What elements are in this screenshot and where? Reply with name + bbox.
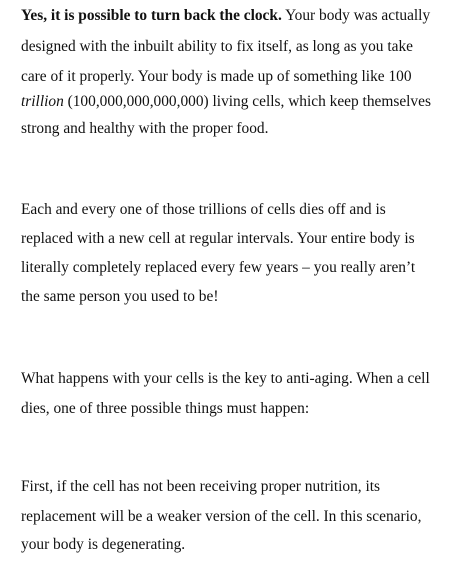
text-line: What happens with your cells is the key to anti-aging. When a cell <box>21 370 430 387</box>
line-text: Your body was actually <box>281 7 431 24</box>
line-text: (100,000,000,000,000) living cells, which keep themselves <box>63 93 431 110</box>
text-line: First, if the cell has not been receiving proper nutrition, its <box>21 478 381 495</box>
text-line: replaced with a new cell at regular intervals. Your entire body is <box>21 230 415 247</box>
bold-lead: Yes, it is possible to turn back the clock. <box>21 7 282 24</box>
italic-lead: trillion <box>21 93 64 110</box>
text-line: the same person you used to be! <box>21 288 219 305</box>
text-line <box>21 6 430 26</box>
text-line: dies, one of three possible things must happen: <box>21 400 310 417</box>
text-line: care of it properly. Your body is made up of something like 100 <box>21 68 412 85</box>
text-line: strong and healthy with the proper food. <box>21 120 269 137</box>
text-line <box>21 92 431 112</box>
text-line: Each and every one of those trillions of cells dies off and is <box>21 201 386 218</box>
text-line: replacement will be a weaker version of the cell. In this scenario, <box>21 508 422 525</box>
text-line: literally completely replaced every few years – you really aren’t <box>21 259 416 276</box>
text-line: designed with the inbuilt ability to fix itself, as long as you take <box>21 38 413 55</box>
text-line: your body is degenerating. <box>21 536 186 553</box>
